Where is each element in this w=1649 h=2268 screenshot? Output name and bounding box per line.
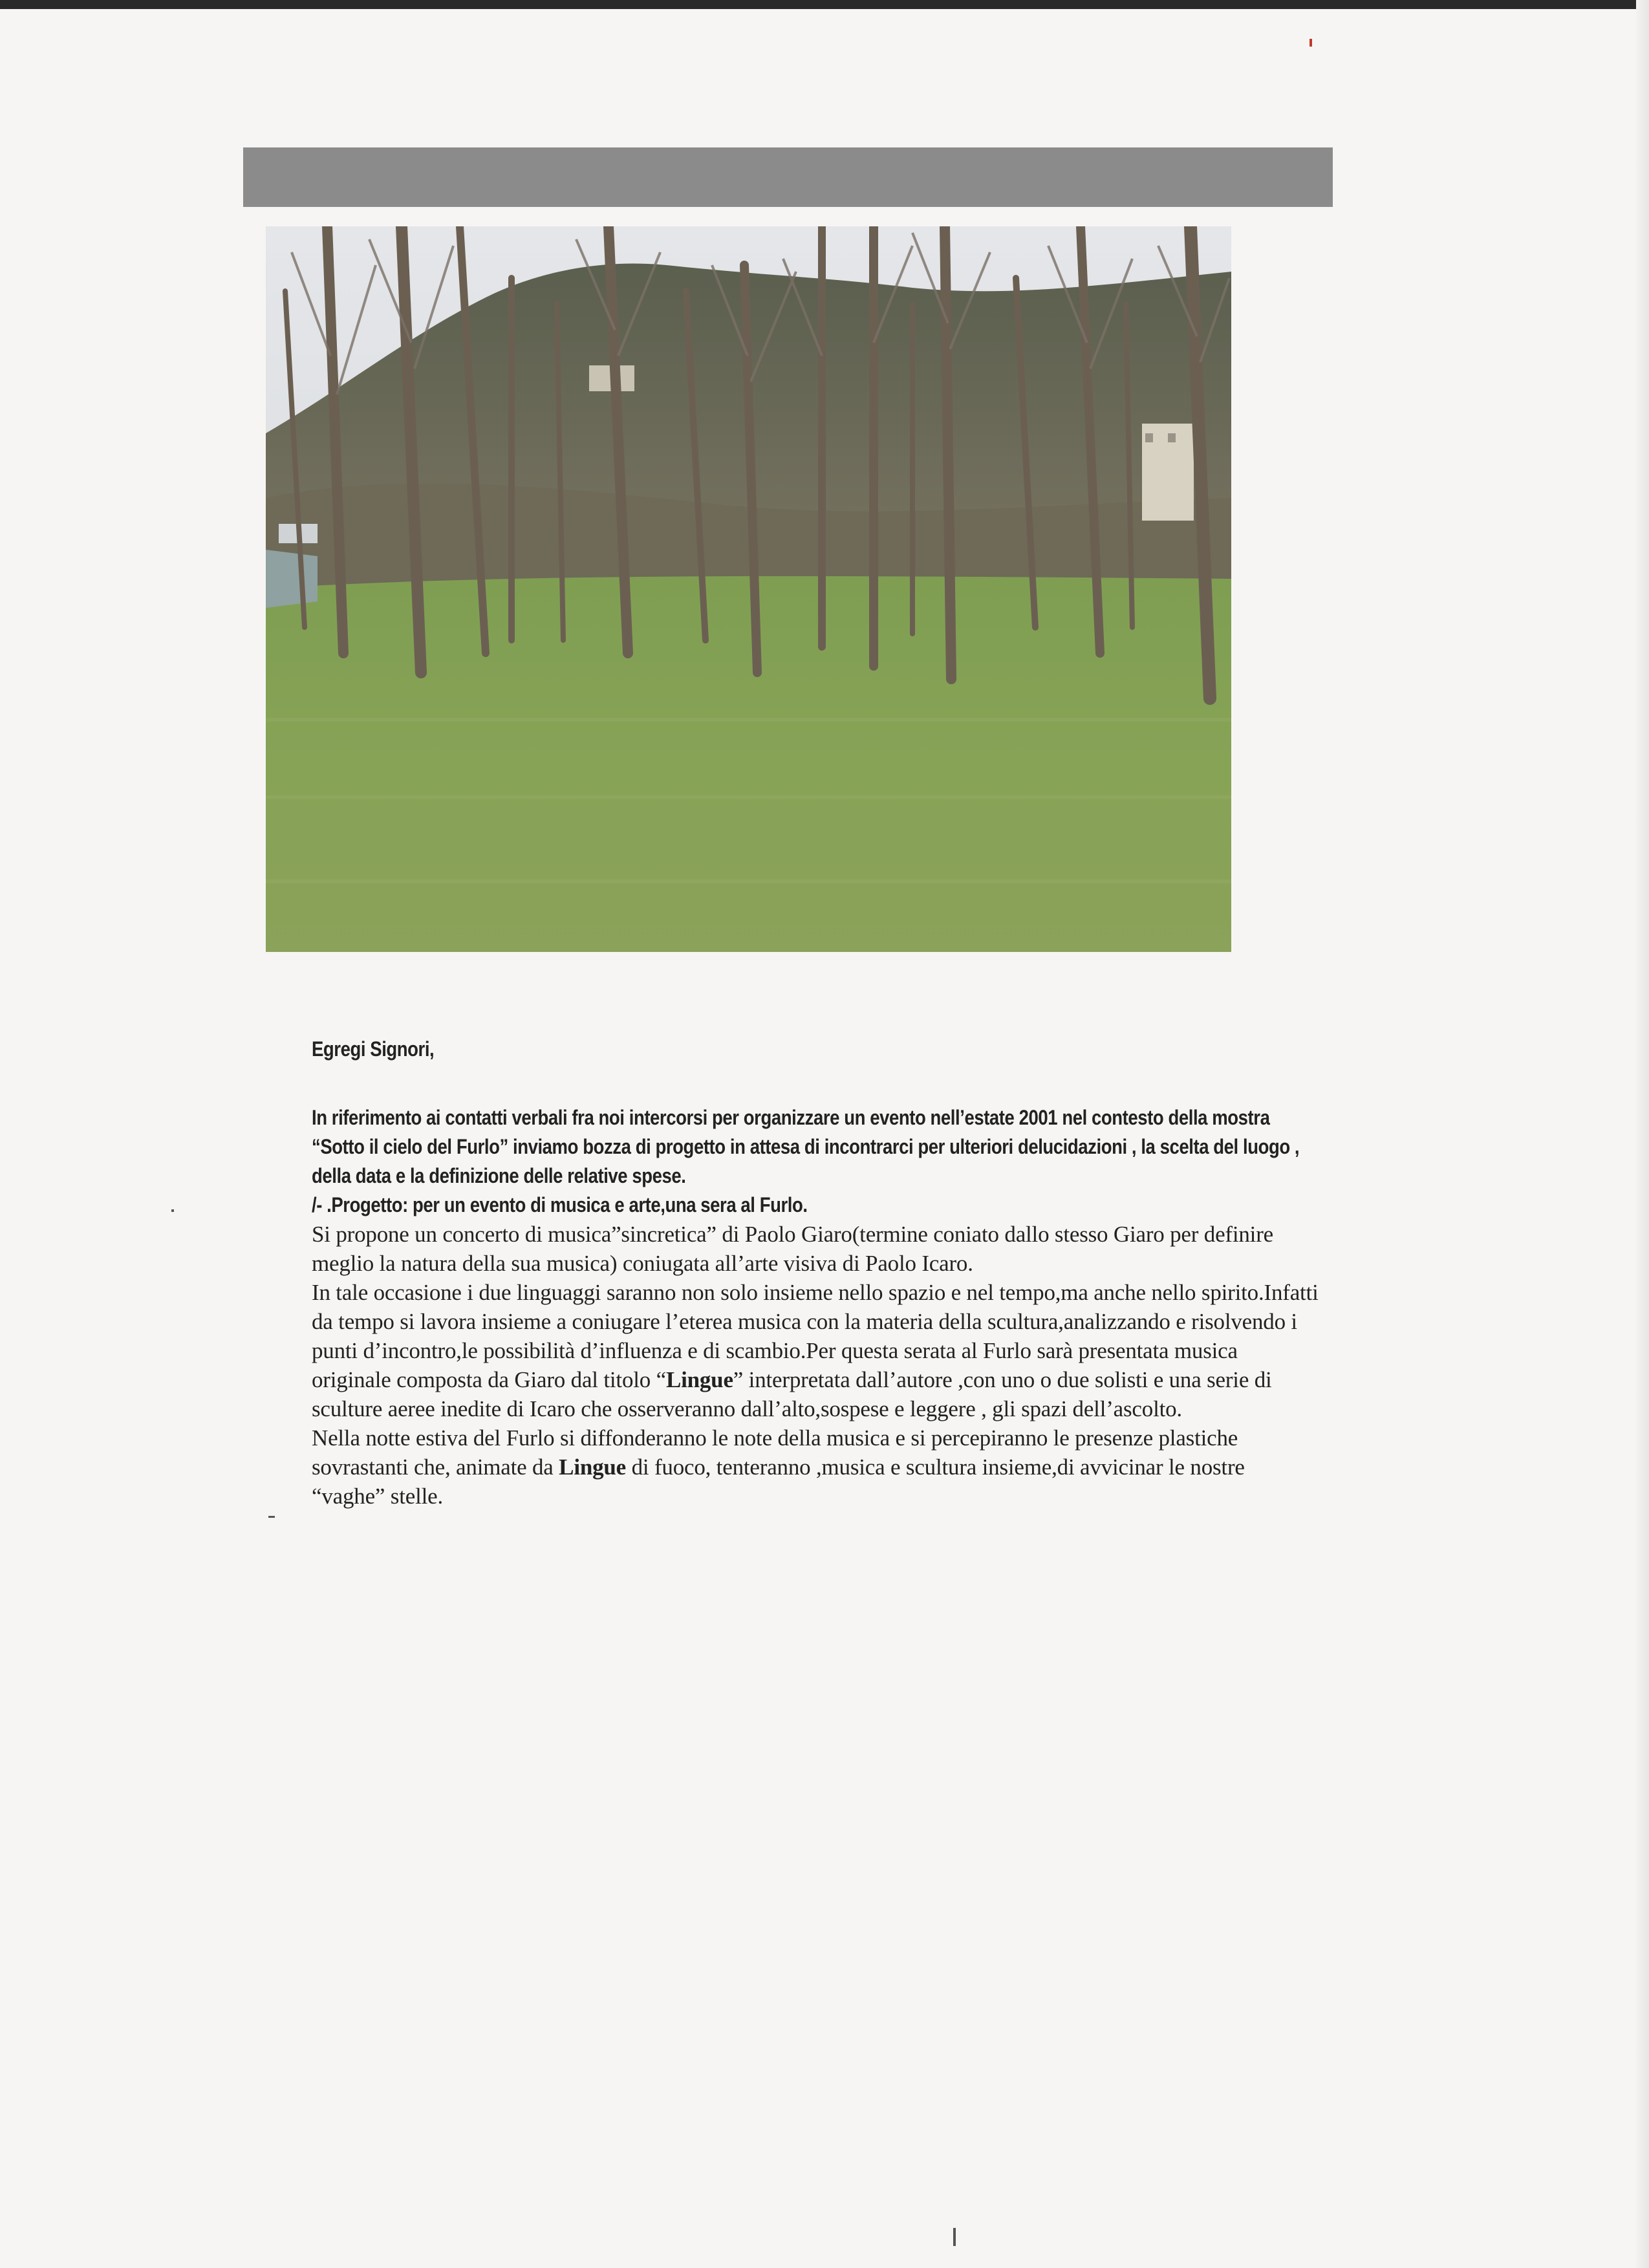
scan-speck	[268, 1516, 275, 1518]
lingue-emphasis: Lingue	[559, 1454, 627, 1480]
paragraph-1: Si propone un concerto di musica”sincretica” di Paolo Giaro(termine coniato dallo stesso Giaro per definire meglio la natura della sua musica) coniugata all’arte visiva di Paolo Icaro.	[312, 1222, 1274, 1276]
scan-speck	[1310, 39, 1312, 47]
header-bar	[243, 147, 1333, 207]
paragraph-2	[312, 1278, 1320, 1423]
salutation: Egregi Signori,	[312, 1037, 435, 1061]
paragraph-2-text-end: ” interpretata dall’autore ,con uno o due solisti e una serie di sculture aeree inedite di Icaro che osserveranno dall’alto,sospese e leggere , gli spazi dell’ascolto.	[312, 1367, 1272, 1421]
intro-paragraph: In riferimento ai contatti verbali fra noi intercorsi per organizzare un evento nell’estate 2001 nel contesto della mostra “Sotto il cielo del Furlo” inviamo bozza di progetto in attesa di incontrarci per ulteriori delucidazioni , la scelta del luogo , della data e la definizione delle relative spese.	[312, 1106, 1300, 1187]
paragraph-3-text-end: di fuoco, tenteranno ,musica e scultura insieme,di avvicinar le nostre “vaghe” stelle.	[312, 1454, 1245, 1509]
letter-body	[312, 1035, 1319, 1511]
landscape-photo	[266, 226, 1231, 952]
paragraph-3-text-start: Nella notte estiva del Furlo si diffonderanno le note della musica e si percepiranno le presenze plastiche sovrastanti che, animate da	[312, 1425, 1238, 1480]
scan-speck	[171, 1209, 174, 1212]
paragraph-2-text-start: In tale occasione i due linguaggi saranno non solo insieme nello spazio e nel tempo,ma anche nello spirito.Infatti da tempo si lavora insieme a coniugare l’eterea musica con la materia della scultura,analizzando e risolvendo i punti d’incontro,le possibilità d’influenza e di scambio.Per questa serata al Furlo sarà presentata musica originale composta da Giaro dal titolo “	[312, 1280, 1319, 1392]
scan-speck	[953, 2228, 956, 2246]
paragraph-3	[312, 1423, 1320, 1511]
project-title: /- .Progetto: per un evento di musica e arte,una sera al Furlo.	[312, 1193, 808, 1216]
scan-edge-right	[1636, 0, 1649, 2268]
lingue-title: Lingue	[665, 1367, 733, 1392]
scan-edge-top	[0, 0, 1649, 9]
